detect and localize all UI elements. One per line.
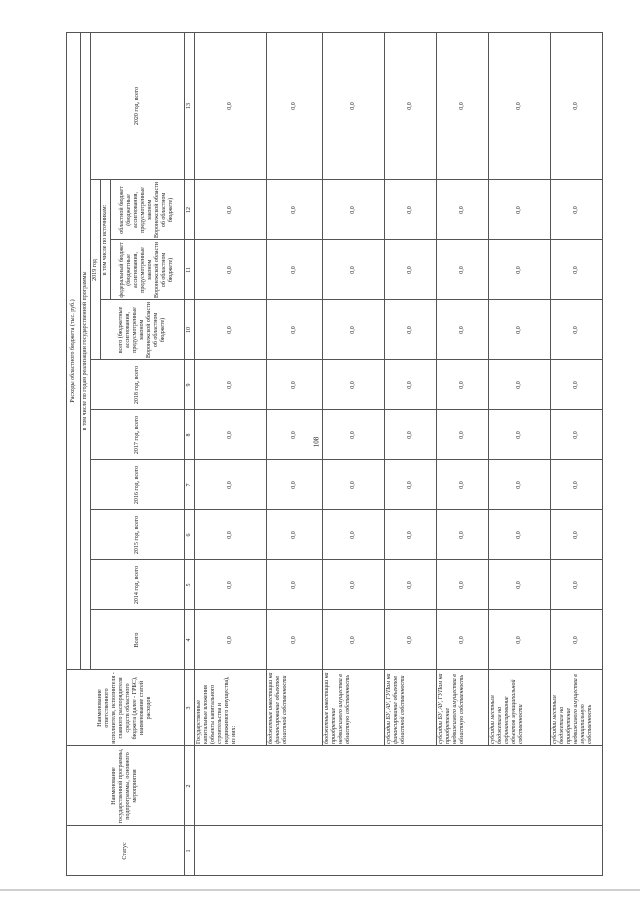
cell-value: 0,0 [406,326,413,334]
column-number: 10 [185,327,192,333]
cell-value: 0,0 [290,636,297,644]
cell-value: 0,0 [349,531,356,539]
cell-value: 0,0 [458,431,465,439]
cell-value: 0,0 [572,326,579,334]
cell-value: 0,0 [406,636,413,644]
cell-value: 0,0 [572,381,579,389]
column-number: 1 [185,849,192,853]
header-federal: федеральный бюджет (бюджетные ассигнования, предусмотренные законом Воронежской области об областном бюджете) [119,242,174,298]
header-2017: 2017 год, всего [133,415,140,455]
column-number: 9 [185,383,192,387]
budget-table [66,32,597,876]
header-2019-total: всего (бюджетные ассигнования, предусмотренные законом Воронежской области об областном бюджете) [117,302,166,358]
cell-value: 0,0 [515,431,522,439]
cell-value: 0,0 [349,581,356,589]
column-number: 13 [185,103,192,109]
cell-value: 0,0 [290,431,297,439]
cell-value: 0,0 [226,206,233,214]
row-label: субсидии местным бюджетам на софинансирование объектов муниципальной собственности [490,679,524,744]
rotated-page [66,32,597,876]
cell-value: 0,0 [226,431,233,439]
cell-value: 0,0 [458,266,465,274]
column-number: 5 [185,583,192,587]
cell-value: 0,0 [290,102,297,110]
cell-value: 0,0 [572,206,579,214]
cell-value: 0,0 [349,481,356,489]
header-2014: 2014 год, всего [133,565,140,605]
row-label: бюджетные инвестиции на приобретение недвижимого имущества в областную собственность [324,672,351,744]
cell-value: 0,0 [406,381,413,389]
cell-value: 0,0 [406,431,413,439]
cell-value: 0,0 [406,531,413,539]
cell-value: 0,0 [515,266,522,274]
cell-value: 0,0 [458,531,465,539]
cell-value: 0,0 [406,581,413,589]
header-by-years: в том числе по годам реализации государственной программы [81,271,88,431]
cell-value: 0,0 [226,581,233,589]
header-expenses: Расходы областного бюджета (тыс. руб.) [69,299,76,403]
header-program-name: Наименование государственной программы, подпрограммы, основного мероприятия [111,748,138,824]
cell-value: 0,0 [290,531,297,539]
header-status: Статус [121,842,128,860]
header-incl-sources: в том числе по источникам: [101,204,108,276]
cell-value: 0,0 [290,206,297,214]
cell-value: 0,0 [349,636,356,644]
row-label: субсидии местным бюджетам на приобретение недвижимого имущества в муниципальную собственность [552,674,593,744]
row-label: субсидии БУ, АУ, ГУПам на приобретение недвижимого имущества в областную собственность [438,673,465,744]
column-number: 8 [185,433,192,437]
header-total: Всего [133,632,140,648]
column-number: 12 [185,207,192,213]
cell-value: 0,0 [458,326,465,334]
cell-value: 0,0 [406,102,413,110]
row-label: бюджетные инвестиции на финансирование объектов областной собственности [268,672,288,744]
cell-value: 0,0 [349,326,356,334]
cell-value: 0,0 [572,581,579,589]
cell-value: 0,0 [226,381,233,389]
cell-value: 0,0 [515,326,522,334]
cell-value: 0,0 [515,636,522,644]
cell-value: 0,0 [349,431,356,439]
column-number: 7 [185,483,192,487]
cell-value: 0,0 [290,381,297,389]
cell-value: 0,0 [458,206,465,214]
cell-value: 0,0 [349,206,356,214]
cell-value: 0,0 [572,431,579,439]
column-number: 11 [185,267,192,273]
cell-value: 0,0 [226,102,233,110]
cell-value: 0,0 [290,581,297,589]
cell-value: 0,0 [349,102,356,110]
cell-value: 0,0 [226,266,233,274]
cell-value: 0,0 [458,636,465,644]
column-number: 4 [185,638,192,642]
row-label: субсидии БУ, АУ, ГУПам на финансирование объектов областной собственности [386,673,406,744]
header-regional: областной бюджет (бюджетные ассигнования, предусмотренные законом Воронежской области об областном бюджете) [119,182,174,238]
cell-value: 0,0 [515,481,522,489]
cell-value: 0,0 [406,206,413,214]
header-2019: 2019 год [91,259,98,281]
cell-value: 0,0 [515,102,522,110]
cell-value: 0,0 [515,206,522,214]
header-2015: 2015 год, всего [133,515,140,555]
column-number: 3 [185,706,192,710]
header-2016: 2016 год, всего [133,465,140,505]
cell-value: 0,0 [290,326,297,334]
column-number: 2 [185,784,192,788]
cell-value: 0,0 [458,381,465,389]
cell-value: 0,0 [572,102,579,110]
header-2018: 2018 год, всего [133,365,140,405]
row-label: Государственные капитальные вложения (объекты капитального строительства и недвижимого имущества), из них: [196,676,237,744]
cell-value: 0,0 [572,266,579,274]
cell-value: 0,0 [572,481,579,489]
cell-value: 0,0 [572,636,579,644]
header-executor: Наименование ответственного исполнителя, исполнителя - главного распорядителя средств областного бюджета (далее - ГРБС), наименование статей расходов [97,672,152,744]
cell-value: 0,0 [572,531,579,539]
cell-value: 0,0 [515,581,522,589]
cell-value: 0,0 [290,481,297,489]
header-2020: 2020 год, всего [133,86,140,126]
cell-value: 0,0 [226,481,233,489]
cell-value: 0,0 [349,266,356,274]
table-border-bottom [602,32,603,876]
cell-value: 0,0 [406,481,413,489]
cell-value: 0,0 [458,481,465,489]
cell-value: 0,0 [349,381,356,389]
cell-value: 0,0 [290,266,297,274]
cell-value: 0,0 [515,531,522,539]
scan-edge [0,889,640,891]
cell-value: 0,0 [458,581,465,589]
page-number: 108 [312,436,321,448]
cell-value: 0,0 [226,636,233,644]
cell-value: 0,0 [226,326,233,334]
cell-value: 0,0 [406,266,413,274]
cell-value: 0,0 [226,531,233,539]
cell-value: 0,0 [458,102,465,110]
column-number: 6 [185,533,192,537]
cell-value: 0,0 [515,381,522,389]
